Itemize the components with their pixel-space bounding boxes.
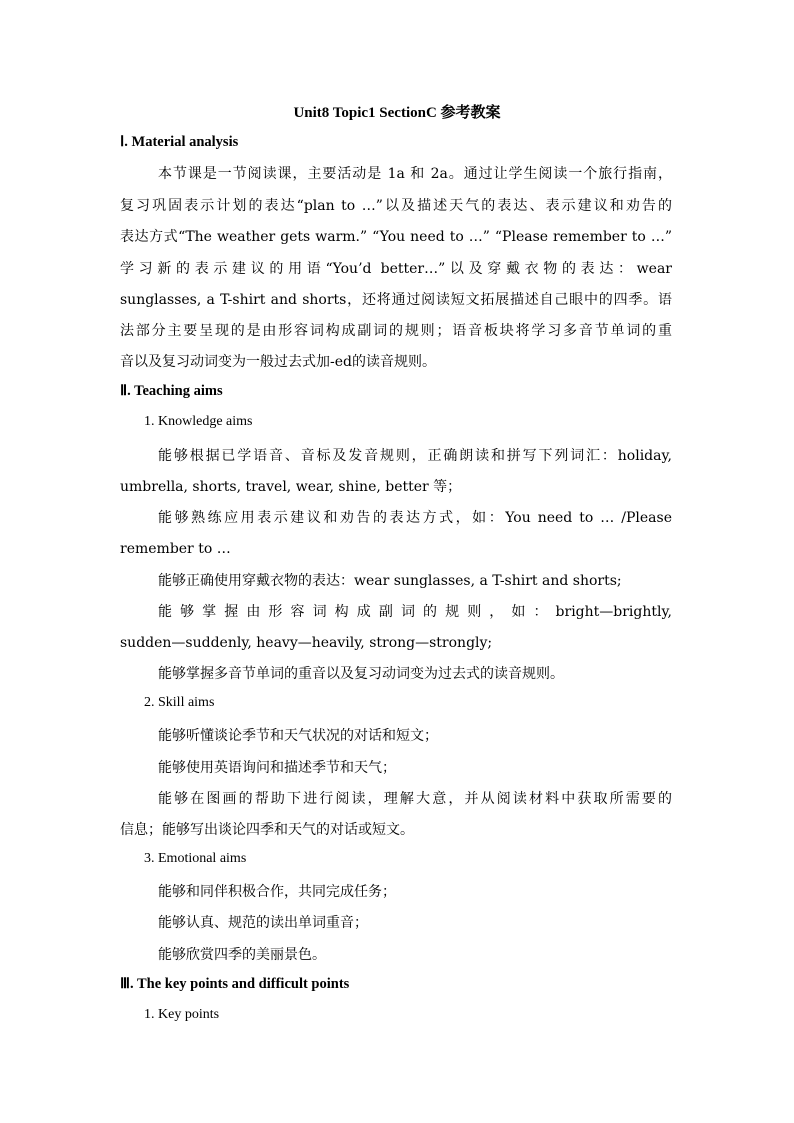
- aim-line: 能够根据已学语音、音标及发音规则，正确朗读和拼写下列词汇：holiday,: [158, 448, 672, 464]
- section-heading-2: Ⅱ. Teaching aims: [120, 383, 223, 399]
- subheading-knowledge-aims: 1. Knowledge aims: [144, 414, 253, 429]
- aim-line: 能够听懂谈论季节和天气状况的对话和短文；: [158, 728, 438, 744]
- aim-line: 能够在图画的帮助下进行阅读，理解大意，并从阅读材料中获取所需要的: [158, 791, 672, 807]
- subheading-key-points: 1. Key points: [144, 1007, 220, 1022]
- aim-line: 能够认真、规范的读出单词重音；: [158, 915, 368, 931]
- aim-line: 能够欣赏四季的美丽景色。: [158, 947, 326, 963]
- section-heading-3: Ⅲ. The key points and difficult points: [120, 976, 350, 992]
- aim-line: 能够熟练应用表示建议和劝告的表达方式，如：You need to … /Please: [158, 510, 672, 526]
- document-title: Unit8 Topic1 SectionC 参考教案: [293, 105, 501, 121]
- section-heading-1: Ⅰ. Material analysis: [120, 134, 239, 150]
- aim-line: umbrella, shorts, travel, wear, shine, better 等；: [120, 479, 462, 495]
- aim-line: 能够正确使用穿戴衣物的表达：wear sunglasses, a T-shirt and shorts;: [158, 573, 622, 589]
- aim-line: 能够和同伴积极合作，共同完成任务；: [158, 884, 396, 900]
- aim-line: 能够掌握多音节单词的重音以及复习动词变为过去式的读音规则。: [158, 666, 564, 682]
- aim-line: 能够使用英语询问和描述季节和天气；: [158, 760, 396, 776]
- paragraph-line: 法部分主要呈现的是由形容词构成副词的规则；语音板块将学习多音节单词的重: [120, 323, 672, 339]
- aim-line: 信息；能够写出谈论四季和天气的对话或短文。: [120, 822, 414, 838]
- subheading-emotional-aims: 3. Emotional aims: [144, 851, 247, 866]
- aim-line: 能够掌握由形容词构成副词的规则，如：bright—brightly,: [158, 604, 672, 620]
- aim-line: remember to …: [120, 541, 231, 557]
- paragraph-line: 本节课是一节阅读课，主要活动是 1a 和 2a。通过让学生阅读一个旅行指南，: [158, 166, 672, 182]
- subheading-skill-aims: 2. Skill aims: [144, 695, 215, 710]
- paragraph-line: 复习巩固表示计划的表达“plan to …”以及描述天气的表达、表示建议和劝告的: [120, 198, 672, 214]
- paragraph-line: 学习新的表示建议的用语“You’d better…”以及穿戴衣物的表达：wear: [120, 261, 672, 277]
- paragraph-line: 音以及复习动词变为一般过去式加-ed的读音规则。: [120, 354, 436, 370]
- aim-line: sudden—suddenly, heavy—heavily, strong—strongly;: [120, 635, 493, 651]
- paragraph-line: sunglasses, a T-shirt and shorts，还将通过阅读短文拓展描述自己眼中的四季。语: [120, 292, 672, 308]
- paragraph-line: 表达方式“The weather gets warm.” “You need to …” “Please remember to …”: [120, 229, 672, 245]
